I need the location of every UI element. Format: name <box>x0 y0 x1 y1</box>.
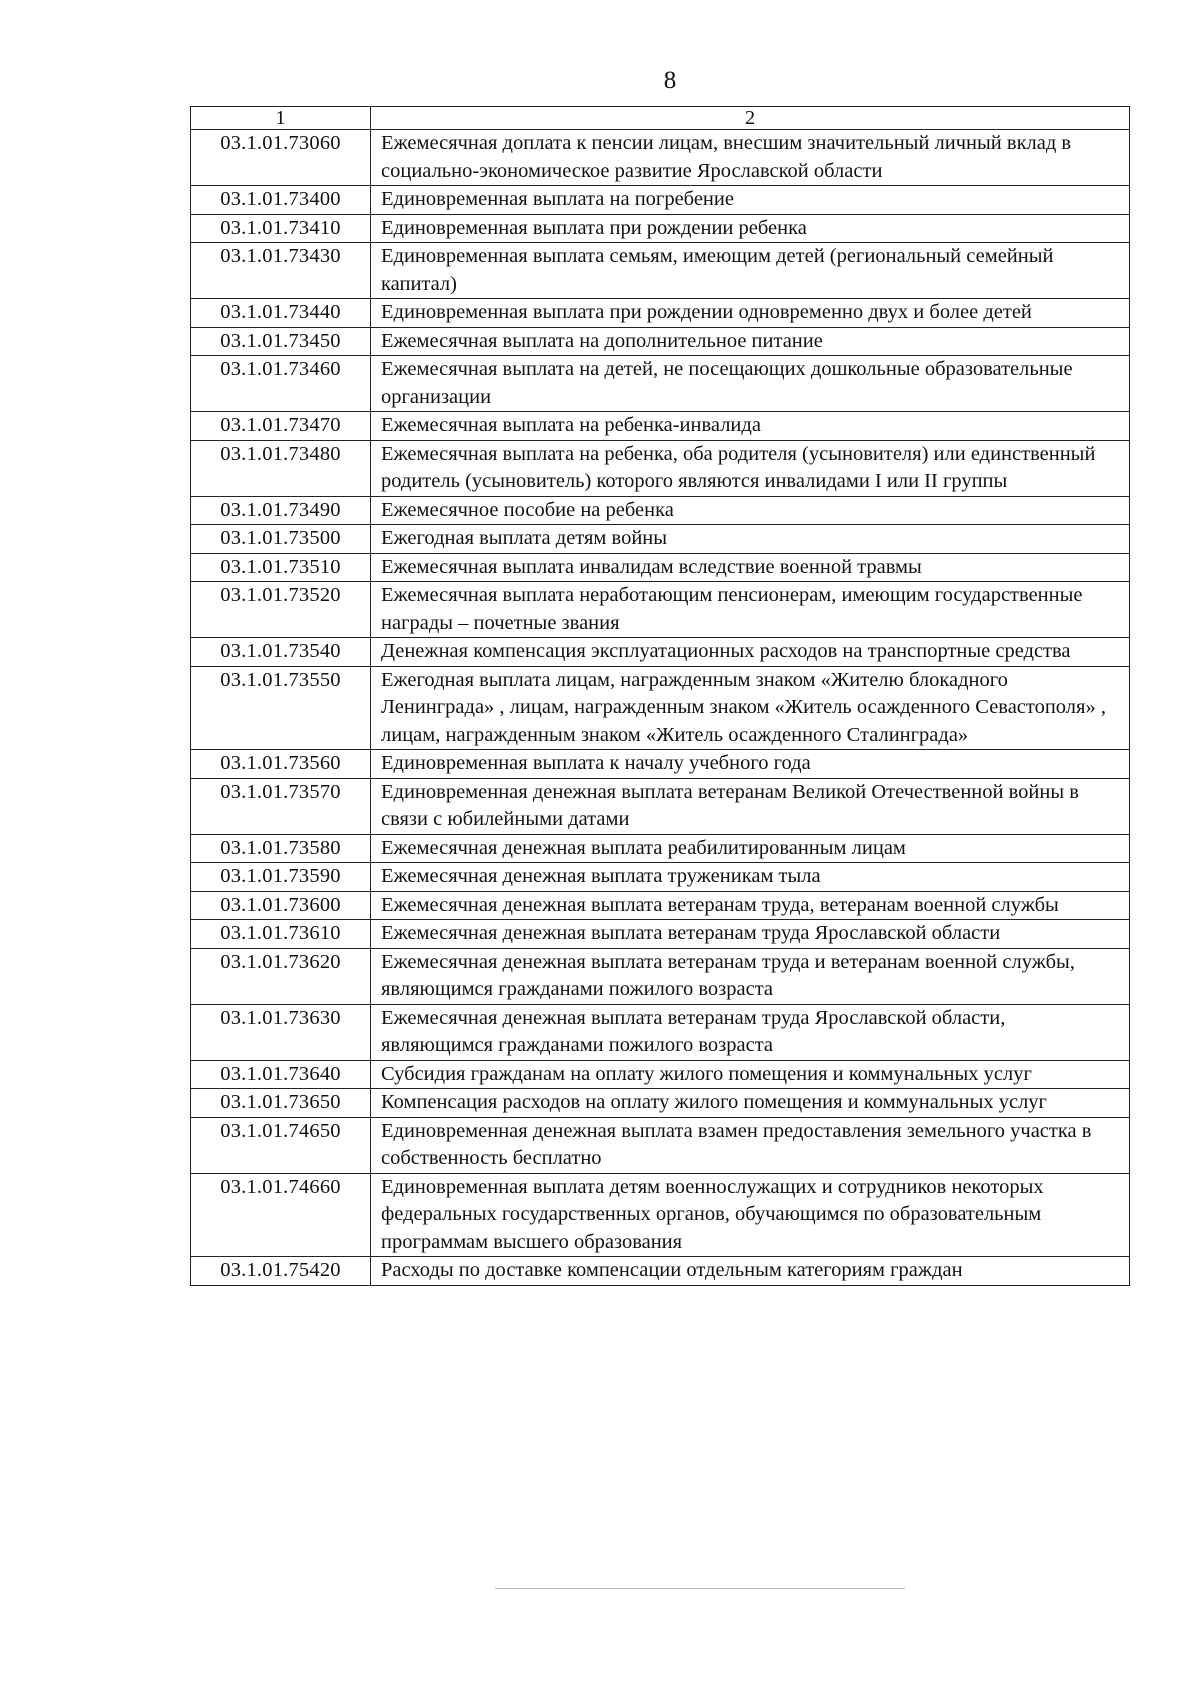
row-code: 03.1.01.73410 <box>191 214 371 243</box>
table-body <box>191 130 1130 1286</box>
row-code: 03.1.01.73460 <box>191 356 371 412</box>
row-name: Ежемесячное пособие на ребенка <box>371 496 1130 525</box>
table-row <box>191 525 1130 554</box>
table-row <box>191 356 1130 412</box>
row-code: 03.1.01.73400 <box>191 186 371 215</box>
table-row <box>191 186 1130 215</box>
row-name: Компенсация расходов на оплату жилого помещения и коммунальных услуг <box>371 1089 1130 1118</box>
row-name: Субсидия гражданам на оплату жилого помещения и коммунальных услуг <box>371 1060 1130 1089</box>
row-name: Ежемесячная доплата к пенсии лицам, внесшим значительный личный вклад в социально-экономическое развитие Ярославской области <box>371 130 1130 186</box>
budget-codes-table <box>190 106 1130 1286</box>
row-name: Ежемесячная выплата неработающим пенсионерам, имеющим государственные награды – почетные звания <box>371 582 1130 638</box>
row-code: 03.1.01.74650 <box>191 1117 371 1173</box>
table-row <box>191 920 1130 949</box>
row-code: 03.1.01.73500 <box>191 525 371 554</box>
row-code: 03.1.01.75420 <box>191 1257 371 1286</box>
row-code: 03.1.01.73510 <box>191 553 371 582</box>
table-row <box>191 750 1130 779</box>
table-row <box>191 582 1130 638</box>
page-number: 8 <box>663 67 677 94</box>
row-name: Единовременная выплата при рождении ребенка <box>371 214 1130 243</box>
row-code: 03.1.01.73520 <box>191 582 371 638</box>
row-code: 03.1.01.73060 <box>191 130 371 186</box>
row-name: Ежемесячная денежная выплата ветеранам труда Ярославской области <box>371 920 1130 949</box>
table-row <box>191 1173 1130 1257</box>
table-row <box>191 1089 1130 1118</box>
row-name: Ежемесячная выплата инвалидам вследствие военной травмы <box>371 553 1130 582</box>
table-row <box>191 496 1130 525</box>
row-code: 03.1.01.73630 <box>191 1004 371 1060</box>
row-code: 03.1.01.73540 <box>191 638 371 667</box>
row-name: Ежемесячная выплата на дополнительное питание <box>371 327 1130 356</box>
table-row <box>191 130 1130 186</box>
row-code: 03.1.01.74660 <box>191 1173 371 1257</box>
table-row <box>191 1117 1130 1173</box>
row-name: Единовременная выплата детям военнослужащих и сотрудников некоторых федеральных государственных органов, обучающимся по образовательным программам высшего образования <box>371 1173 1130 1257</box>
footer-divider <box>495 1588 905 1589</box>
table-row <box>191 891 1130 920</box>
row-name: Единовременная выплата семьям, имеющим детей (региональный семейный капитал) <box>371 243 1130 299</box>
row-name: Единовременная выплата на погребение <box>371 186 1130 215</box>
row-code: 03.1.01.73480 <box>191 440 371 496</box>
table-row <box>191 666 1130 750</box>
table-row <box>191 299 1130 328</box>
table-row <box>191 243 1130 299</box>
row-name: Единовременная денежная выплата ветеранам Великой Отечественной войны в связи с юбилейными датами <box>371 778 1130 834</box>
row-code: 03.1.01.73580 <box>191 834 371 863</box>
row-name: Ежегодная выплата лицам, награжденным знаком «Жителю блокадного Ленинграда» , лицам, награжденным знаком «Житель осажденного Севастополя» , лицам, награжденным знаком «Житель осажденного Сталинграда» <box>371 666 1130 750</box>
table-row <box>191 412 1130 441</box>
row-code: 03.1.01.73560 <box>191 750 371 779</box>
table-row <box>191 863 1130 892</box>
row-name: Денежная компенсация эксплуатационных расходов на транспортные средства <box>371 638 1130 667</box>
table-header-row <box>191 107 1130 130</box>
table-row <box>191 553 1130 582</box>
table-row <box>191 1060 1130 1089</box>
row-name: Ежегодная выплата детям войны <box>371 525 1130 554</box>
row-name: Единовременная выплата к началу учебного года <box>371 750 1130 779</box>
row-name: Ежемесячная денежная выплата ветеранам труда Ярославской области, являющимся гражданами пожилого возраста <box>371 1004 1130 1060</box>
row-code: 03.1.01.73440 <box>191 299 371 328</box>
table-row <box>191 638 1130 667</box>
row-name: Расходы по доставке компенсации отдельным категориям граждан <box>371 1257 1130 1286</box>
row-code: 03.1.01.73570 <box>191 778 371 834</box>
row-name: Ежемесячная выплата на детей, не посещающих дошкольные образовательные организации <box>371 356 1130 412</box>
row-code: 03.1.01.73650 <box>191 1089 371 1118</box>
table-row <box>191 327 1130 356</box>
row-name: Ежемесячная выплата на ребенка-инвалида <box>371 412 1130 441</box>
row-name: Ежемесячная денежная выплата ветеранам труда и ветеранам военной службы, являющимся гражданами пожилого возраста <box>371 948 1130 1004</box>
row-code: 03.1.01.73620 <box>191 948 371 1004</box>
row-code: 03.1.01.73490 <box>191 496 371 525</box>
row-name: Ежемесячная денежная выплата ветеранам труда, ветеранам военной службы <box>371 891 1130 920</box>
row-code: 03.1.01.73640 <box>191 1060 371 1089</box>
column-header-code: 1 <box>191 107 371 130</box>
row-code: 03.1.01.73600 <box>191 891 371 920</box>
table-row <box>191 440 1130 496</box>
table-row <box>191 1257 1130 1286</box>
row-name: Единовременная денежная выплата взамен предоставления земельного участка в собственность бесплатно <box>371 1117 1130 1173</box>
row-code: 03.1.01.73590 <box>191 863 371 892</box>
row-code: 03.1.01.73450 <box>191 327 371 356</box>
row-code: 03.1.01.73430 <box>191 243 371 299</box>
row-name: Единовременная выплата при рождении одновременно двух и более детей <box>371 299 1130 328</box>
row-code: 03.1.01.73550 <box>191 666 371 750</box>
table-row <box>191 948 1130 1004</box>
row-code: 03.1.01.73610 <box>191 920 371 949</box>
table-row <box>191 1004 1130 1060</box>
row-name: Ежемесячная выплата на ребенка, оба родителя (усыновителя) или единственный родитель (усыновитель) которого являются инвалидами I или II группы <box>371 440 1130 496</box>
row-code: 03.1.01.73470 <box>191 412 371 441</box>
row-name: Ежемесячная денежная выплата труженикам тыла <box>371 863 1130 892</box>
column-header-name: 2 <box>371 107 1130 130</box>
table-row <box>191 778 1130 834</box>
table-row <box>191 834 1130 863</box>
row-name: Ежемесячная денежная выплата реабилитированным лицам <box>371 834 1130 863</box>
table-row <box>191 214 1130 243</box>
